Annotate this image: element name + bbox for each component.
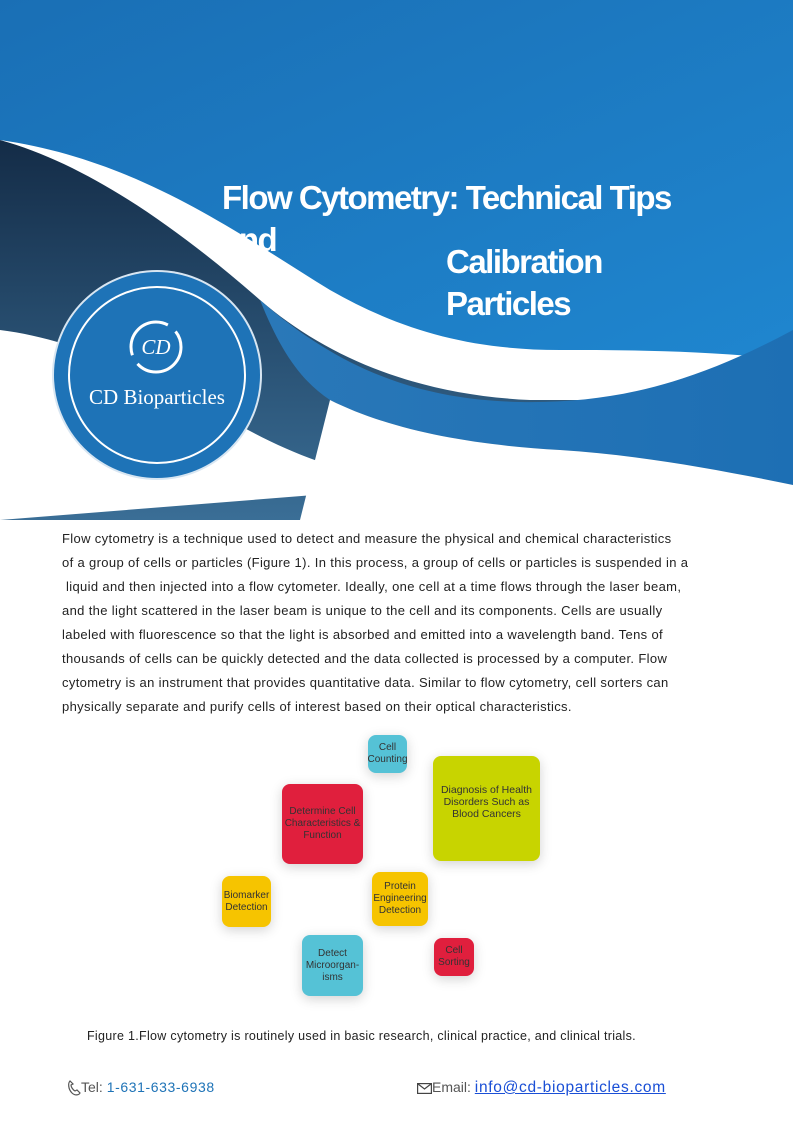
tile-detect-microorganisms [302,935,363,996]
tile-biomarker-detection [222,876,271,927]
tile-cell-counting [368,735,407,773]
tile-label: Biomarker Detection [223,889,270,913]
paragraph-line: thousands of cells can be quickly detected and the data collected is processed by a computer. Flow [62,651,668,666]
company-logo [54,272,260,478]
footer-email [417,1079,666,1097]
tile-protein-engineering [372,872,428,926]
page-title-line-3: Calibration [446,243,602,280]
paragraph-line: liquid and then injected into a flow cytometer. Ideally, one cell at a time flows through the laser beam, [62,579,682,594]
tel-label: Tel: [81,1079,103,1095]
tile-determine-cell-characteristics [282,784,363,864]
tile-label: Protein Engineering Detection [373,881,427,916]
tile-label: Determine Cell Characteristics & Function [284,806,361,841]
paragraph-line: and the light scattered in the laser beam is unique to the cell and its components. Cells are usually [62,603,663,618]
page-title-line-1: Flow Cytometry: Technical Tips [222,179,671,216]
tile-label: Detect Microorgan-isms [305,947,360,983]
logo-company-name: CD Bioparticles [89,385,225,409]
intro-paragraph [62,527,732,719]
tile-cell-sorting [434,938,474,976]
page-title-line-2: and [222,221,277,258]
paragraph-line: cytometry is an instrument that provides quantitative data. Similar to flow cytometry, cell sorters can [62,675,669,690]
tel-number[interactable]: 1-631-633-6938 [106,1079,215,1095]
paragraph-line: Flow cytometry is a technique used to detect and measure the physical and chemical characteristics [62,531,672,546]
svg-text:CD: CD [141,335,171,359]
phone-icon [67,1080,81,1096]
paragraph-line: of a group of cells or particles (Figure 1). In this process, a group of cells or particles is suspended in a [62,555,689,570]
tile-label: Diagnosis of Health Disorders Such as Blood Cancers [440,784,533,820]
paragraph-line: labeled with fluorescence so that the light is absorbed and emitted into a wavelength band. Tens of [62,627,663,642]
email-label: Email: [432,1079,471,1095]
page-title-line-4: Particles [446,285,571,322]
tile-label: Cell Counting [367,742,408,765]
paragraph-line: physically separate and purify cells of interest based on their optical characteristics. [62,699,572,714]
footer-telephone [67,1079,215,1096]
cd-logo-icon [125,316,187,378]
tile-diagnosis [433,756,540,861]
figure-caption: Figure 1.Flow cytometry is routinely used in basic research, clinical practice, and clinical trials. [87,1029,636,1043]
email-link[interactable]: info@cd-bioparticles.com [474,1079,666,1096]
tile-label: Cell Sorting [438,945,470,968]
envelope-icon [417,1083,432,1094]
